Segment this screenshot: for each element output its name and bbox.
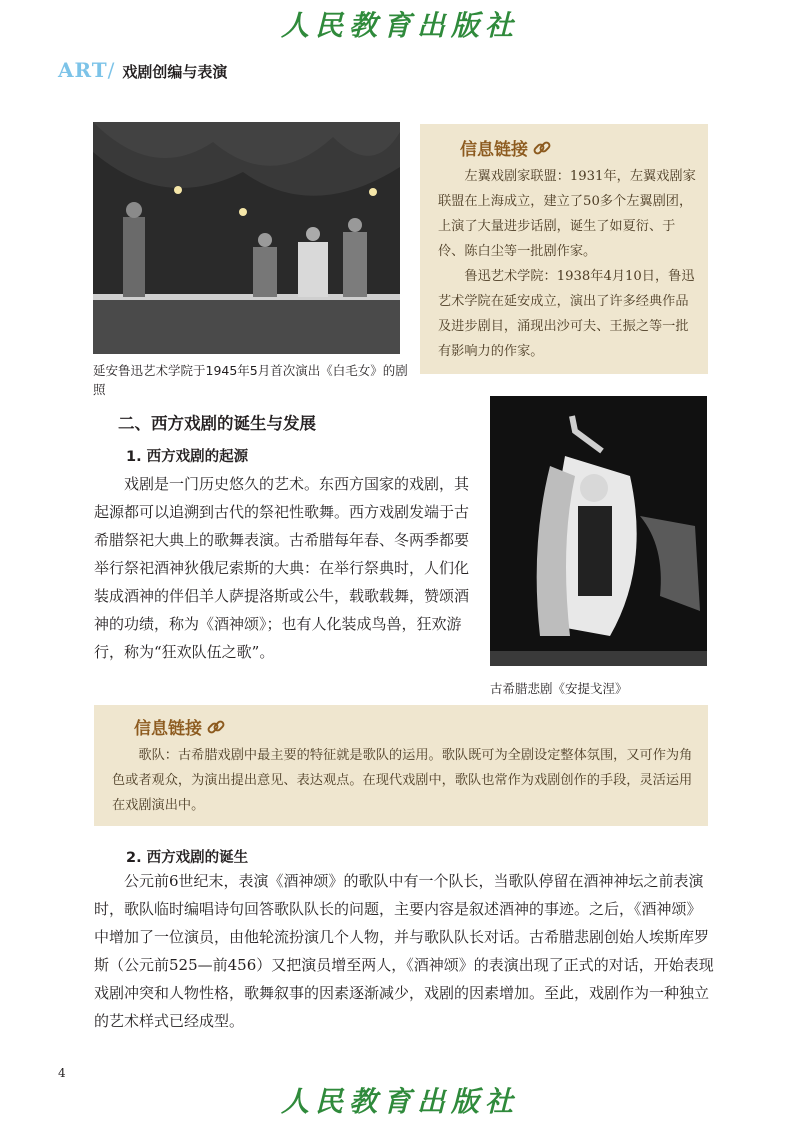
subsection-1-title: 1. 西方戏剧的起源 <box>126 449 249 465</box>
section-title: 二、西方戏剧的诞生与发展 <box>118 414 316 433</box>
photo-antigone <box>490 396 707 666</box>
info-box-2-text <box>112 743 700 818</box>
link-icon <box>206 717 226 737</box>
subsection-1-text <box>94 470 474 666</box>
info-box-1-paragraph: 鲁迅艺术学院：1938年4月10日，鲁迅艺术学院在延安成立，演出了许多经典作品及进步剧目，涌现出沙可夫、王振之等一批有影响力的作家。 <box>438 269 695 359</box>
photo-white-haired-girl <box>93 122 400 354</box>
info-box-1-title <box>460 135 552 160</box>
photo1-caption: 延安鲁迅艺术学院于1945年5月首次演出《白毛女》的剧照 <box>93 363 408 397</box>
info-box-1 <box>420 124 708 374</box>
publisher-logo-top: 人民教育出版社 <box>280 9 519 42</box>
subsection-2-title: 2. 西方戏剧的诞生 <box>126 850 249 866</box>
publisher-logo-bottom: 人民教育出版社 <box>280 1085 519 1118</box>
page-header <box>58 58 227 80</box>
subsection-2-text <box>94 867 714 1035</box>
art-label: ART <box>58 58 108 82</box>
header-title: 戏剧创编与表演 <box>122 63 228 81</box>
info-box-2-paragraph: 歌队：古希腊戏剧中最主要的特征就是歌队的运用。歌队既可为全剧设定整体氛围，又可作为角色或者观众，为演出提出意见、表达观点。在现代戏剧中，歌队也常作为戏剧创作的手段，灵活运用在戏剧演出中。 <box>112 748 693 813</box>
info-box-2 <box>94 705 708 826</box>
info-box-2-title <box>134 714 226 739</box>
page-number: 4 <box>58 1066 66 1080</box>
subsection-2-paragraph: 公元前6世纪末，表演《酒神颂》的歌队中有一个队长，当歌队停留在酒神神坛之前表演时，歌队临时编唱诗句回答歌队队长的问题，主要内容是叙述酒神的事迹。之后，《酒神颂》中增加了一位演员，由他轮流扮演几个人物，并与歌队队长对话。古希腊悲剧创始人埃斯库罗斯（公元前525—前456）又把演员增至两人，《酒神颂》的表演出现了正式的对话，开始表现戏剧冲突和人物性格，歌舞叙事的因素逐渐减少，戏剧的因素增加。至此，戏剧作为一种独立的艺术样式已经成型。 <box>94 872 714 1030</box>
info-box-2-title-text: 信息链接 <box>134 719 202 739</box>
info-box-1-paragraph: 左翼戏剧家联盟：1931年，左翼戏剧家联盟在上海成立，建立了50多个左翼剧团，上演了大量进步话剧，诞生了如夏衍、于伶、陈白尘等一批剧作家。 <box>438 169 696 259</box>
info-box-1-title-text: 信息链接 <box>460 140 528 160</box>
header-slash: / <box>107 58 115 82</box>
photo2-caption: 古希腊悲剧《安提戈涅》 <box>490 681 628 696</box>
info-box-1-text <box>438 164 698 364</box>
link-icon <box>532 138 552 158</box>
subsection-1-paragraph: 戏剧是一门历史悠久的艺术。东西方国家的戏剧，其起源都可以追溯到古代的祭祀性歌舞。西方戏剧发端于古希腊祭祀大典上的歌舞表演。古希腊每年春、冬两季都要举行祭祀酒神狄俄尼索斯的大典：在举行祭典时，人们化装成酒神的伴侣羊人萨提洛斯或公牛，载歌载舞，赞颂酒神的功绩，称为《酒神颂》；也有人化装成鸟兽，狂欢游行，称为“狂欢队伍之歌”。 <box>94 475 470 661</box>
